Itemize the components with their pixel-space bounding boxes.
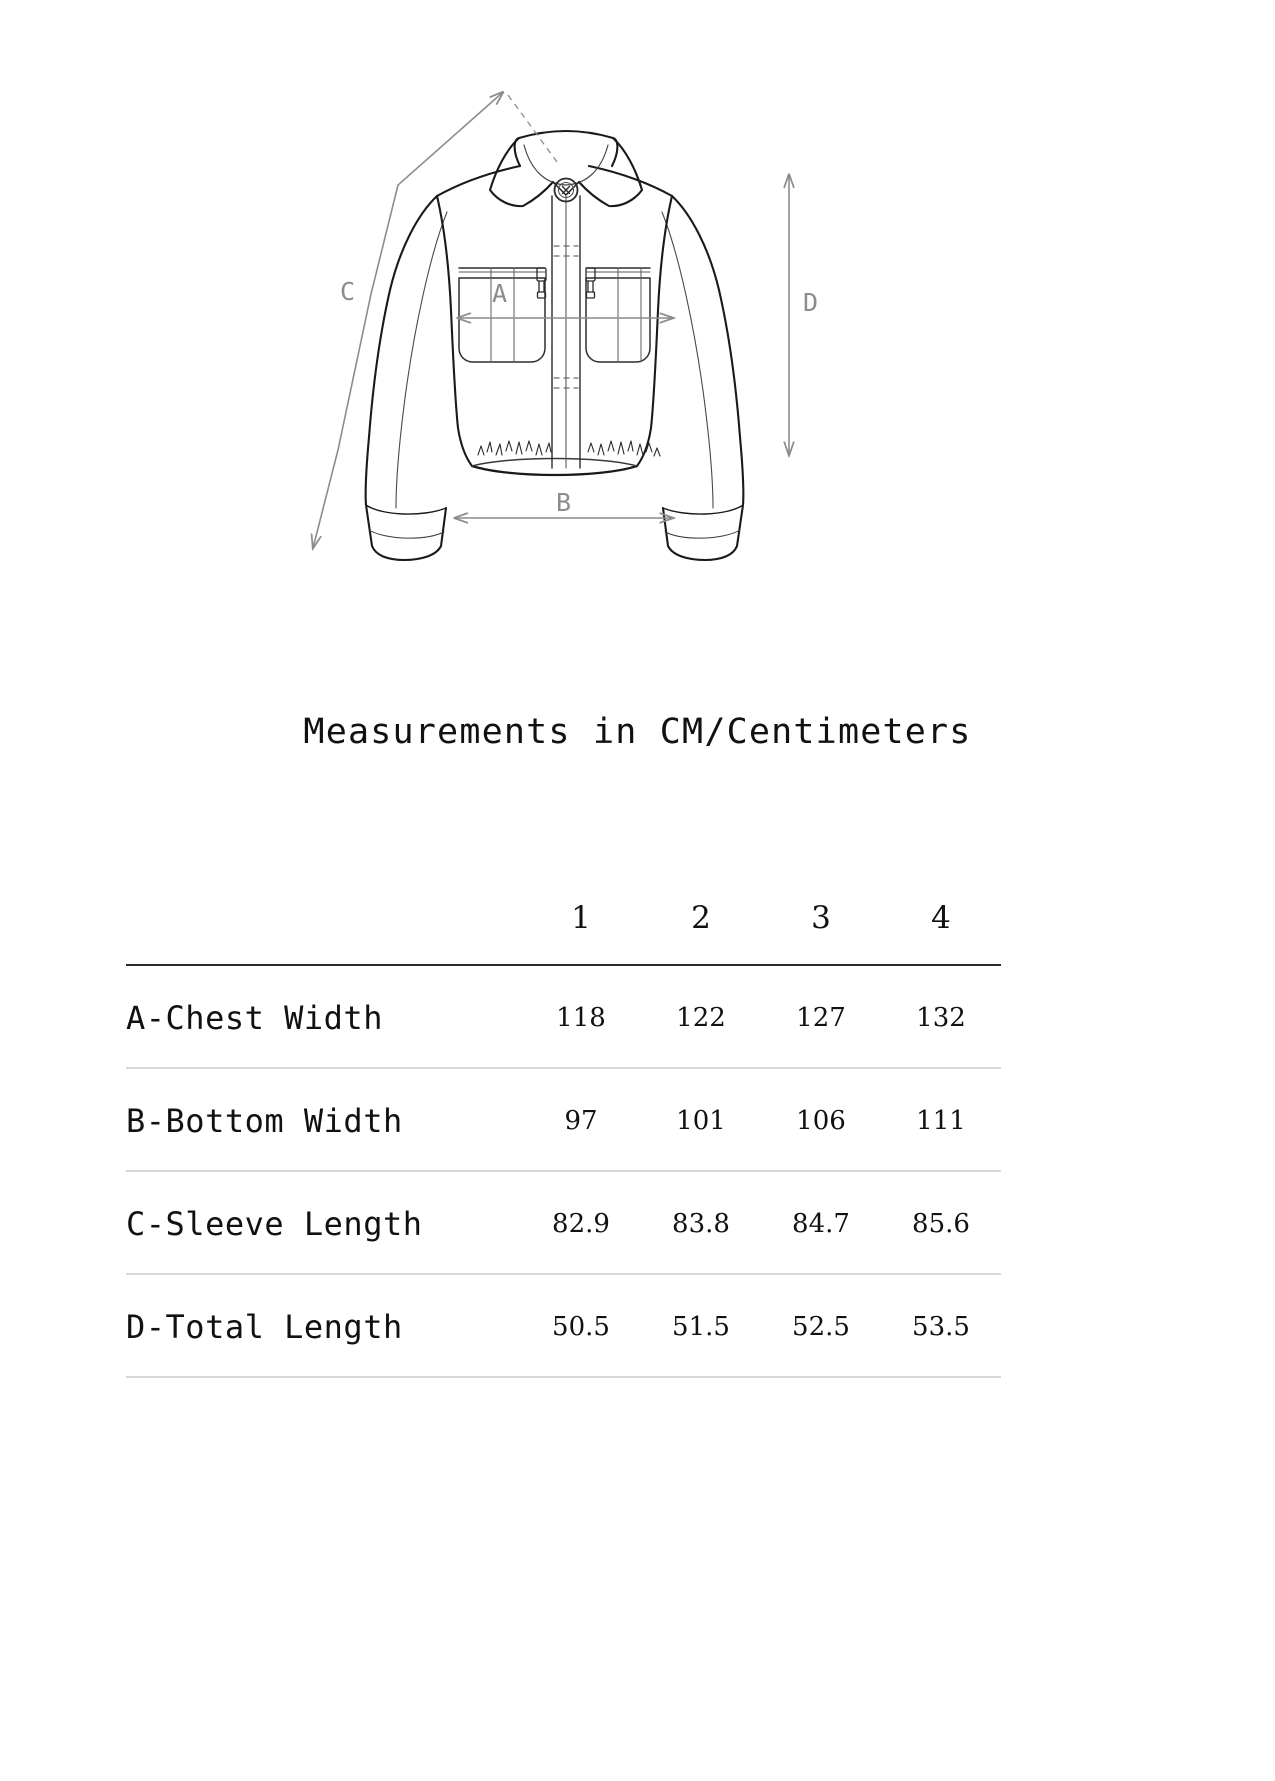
table-row <box>126 1068 1001 1171</box>
left-sleeve <box>366 196 447 560</box>
jacket-technical-flat-illustration <box>0 0 1275 660</box>
table-header <box>126 900 1001 965</box>
center-placket <box>552 196 580 468</box>
size-header-3: 3 <box>811 900 831 936</box>
cell-sleeve-length-size3: 84.7 <box>792 1209 850 1239</box>
cell-bottom-width-size4: 111 <box>916 1106 966 1136</box>
size-header-1: 1 <box>571 900 591 936</box>
cell-sleeve-length-size4: 85.6 <box>912 1209 970 1239</box>
cell-bottom-width-size3: 106 <box>796 1106 846 1136</box>
sleeve-length-arrow <box>313 93 502 548</box>
cell-chest-width-size4: 132 <box>916 1003 966 1033</box>
row-label-total-length: D-Total Length <box>126 1308 403 1346</box>
row-label-bottom-width: B-Bottom Width <box>126 1102 403 1140</box>
cell-total-length-size3: 52.5 <box>792 1312 850 1342</box>
page-title: Measurements in CM/Centimeters <box>303 712 972 752</box>
row-label-sleeve-length: C-Sleeve Length <box>126 1205 423 1243</box>
table-row <box>126 1171 1001 1274</box>
measurement-name-header <box>126 900 521 965</box>
cell-total-length-size1: 50.5 <box>552 1312 610 1342</box>
label-c: C <box>340 277 356 306</box>
measurements-table <box>126 900 1001 1378</box>
label-a: A <box>492 279 508 308</box>
table-header-row <box>126 900 1001 965</box>
cell-bottom-width-size2: 101 <box>676 1106 726 1136</box>
table-row <box>126 1274 1001 1377</box>
cell-chest-width-size2: 122 <box>676 1003 726 1033</box>
size-header-2: 2 <box>691 900 711 936</box>
cell-total-length-size4: 53.5 <box>912 1312 970 1342</box>
cell-total-length-size2: 51.5 <box>672 1312 730 1342</box>
row-label-chest-width: A-Chest Width <box>126 999 383 1037</box>
cell-bottom-width-size1: 97 <box>564 1106 598 1136</box>
jacket-body <box>437 166 672 475</box>
cell-sleeve-length-size1: 82.9 <box>552 1209 610 1239</box>
label-d: D <box>803 288 819 317</box>
table-row <box>126 965 1001 1068</box>
cell-sleeve-length-size2: 83.8 <box>672 1209 730 1239</box>
label-b: B <box>556 488 572 517</box>
right-chest-pocket <box>586 268 650 362</box>
measurements-table-container <box>126 900 1150 1378</box>
right-sleeve <box>662 196 743 560</box>
cell-chest-width-size3: 127 <box>796 1003 846 1033</box>
technical-drawing-panel <box>0 0 1275 660</box>
hem-gathers <box>478 441 660 456</box>
table-body <box>126 965 1001 1377</box>
size-header-4: 4 <box>931 900 951 936</box>
cell-chest-width-size1: 118 <box>556 1003 606 1033</box>
